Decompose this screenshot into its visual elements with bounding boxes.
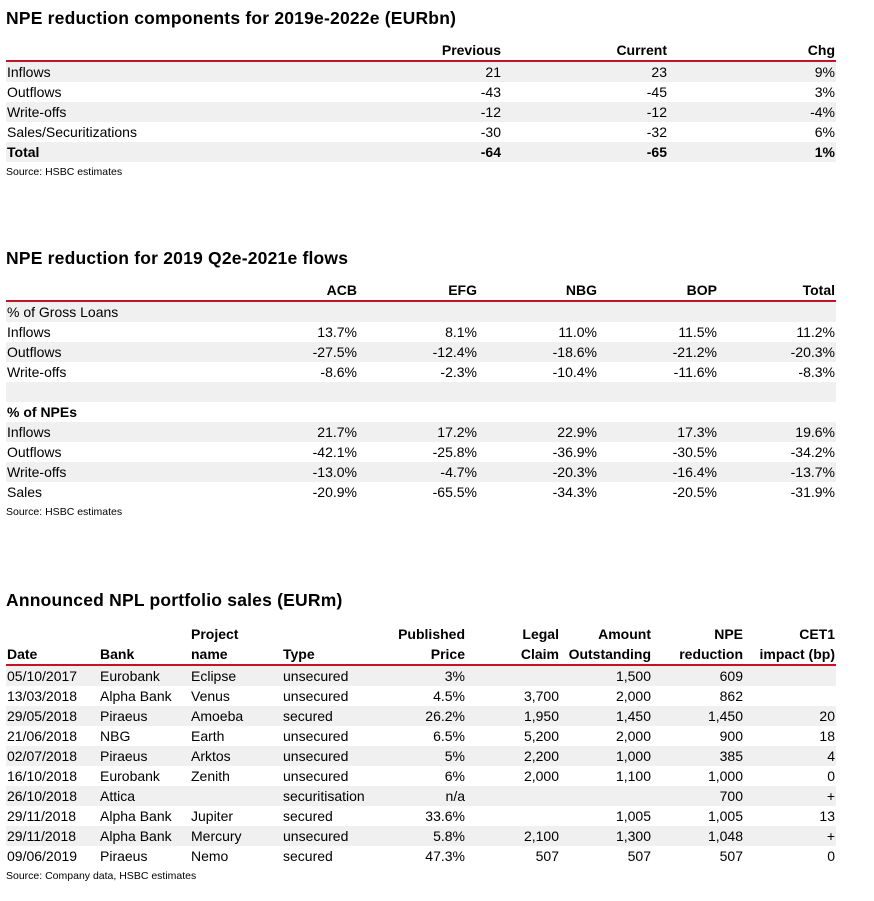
table-row bbox=[6, 482, 836, 502]
table-row bbox=[6, 665, 836, 686]
table-cell: 900 bbox=[652, 726, 744, 746]
group-label-row bbox=[6, 402, 836, 422]
table-cell: 6.5% bbox=[384, 726, 466, 746]
cell-chg: 9% bbox=[668, 61, 836, 82]
table-cell: Attica bbox=[99, 786, 190, 806]
table-cell: 1,950 bbox=[466, 706, 560, 726]
table-cell: NBG bbox=[99, 726, 190, 746]
table-cell: 5,200 bbox=[466, 726, 560, 746]
cell-chg: -4% bbox=[668, 102, 836, 122]
table-cell: 13/03/2018 bbox=[6, 686, 99, 706]
table-cell: 1,005 bbox=[652, 806, 744, 826]
table-cell: -34.2% bbox=[718, 442, 836, 462]
table-cell: 2,100 bbox=[466, 826, 560, 846]
table-cell: 02/07/2018 bbox=[6, 746, 99, 766]
table-cell bbox=[466, 806, 560, 826]
table-cell: -42.1% bbox=[238, 442, 358, 462]
table-cell: -13.7% bbox=[718, 462, 836, 482]
cell-previous: -64 bbox=[336, 142, 502, 162]
npe-flows-title: NPE reduction for 2019 Q2e-2021e flows bbox=[6, 248, 349, 268]
table-cell: 47.3% bbox=[384, 846, 466, 866]
table-cell: 2,200 bbox=[466, 746, 560, 766]
header-bottom-cell: impact (bp) bbox=[744, 644, 836, 665]
table-cell: secured bbox=[282, 806, 384, 826]
table-cell: Alpha Bank bbox=[99, 806, 190, 826]
table-cell: 09/06/2019 bbox=[6, 846, 99, 866]
table-cell: 2,000 bbox=[466, 766, 560, 786]
source-note: Source: HSBC estimates bbox=[6, 166, 123, 178]
table-cell: 507 bbox=[560, 846, 652, 866]
header-bottom-cell: Claim bbox=[466, 644, 560, 665]
header-top-cell: Legal bbox=[522, 626, 559, 642]
header-top-cell: Project bbox=[191, 626, 239, 642]
table-cell: -8.6% bbox=[238, 362, 358, 382]
table-cell: unsecured bbox=[282, 746, 384, 766]
table-cell: 1,500 bbox=[560, 665, 652, 686]
cell-chg: 3% bbox=[668, 82, 836, 102]
table-row bbox=[6, 726, 836, 746]
table-cell: 17.2% bbox=[358, 422, 478, 442]
table-row bbox=[6, 806, 836, 826]
row-label: Write-offs bbox=[6, 462, 238, 482]
row-label: Outflows bbox=[6, 82, 336, 102]
header-current: Current bbox=[502, 40, 668, 61]
table-row bbox=[6, 786, 836, 806]
table-cell: -20.5% bbox=[598, 482, 718, 502]
table-cell: 862 bbox=[652, 686, 744, 706]
table-cell: -34.3% bbox=[478, 482, 598, 502]
table-row bbox=[6, 422, 836, 442]
header-total: Total bbox=[718, 280, 836, 301]
table-cell: -20.9% bbox=[238, 482, 358, 502]
table-cell: -12.4% bbox=[358, 342, 478, 362]
table-cell: Piraeus bbox=[99, 846, 190, 866]
table-cell: 11.5% bbox=[598, 322, 718, 342]
header-bottom-cell: Type bbox=[282, 644, 384, 665]
table-cell: 1,000 bbox=[652, 766, 744, 786]
table-cell: 1,300 bbox=[560, 826, 652, 846]
table-cell: Earth bbox=[190, 726, 282, 746]
table-row bbox=[6, 122, 836, 142]
table-cell bbox=[190, 786, 282, 806]
table-cell bbox=[466, 786, 560, 806]
header-bop: BOP bbox=[598, 280, 718, 301]
cell-chg: 1% bbox=[668, 142, 836, 162]
table-cell: 3,700 bbox=[466, 686, 560, 706]
header-top-cell: Published bbox=[398, 626, 465, 642]
table-row bbox=[6, 102, 836, 122]
table-cell: 05/10/2017 bbox=[6, 665, 99, 686]
table-cell: -21.2% bbox=[598, 342, 718, 362]
header-acb: ACB bbox=[238, 280, 358, 301]
spacer-cell bbox=[6, 382, 836, 402]
table-cell: 0 bbox=[744, 766, 836, 786]
table-cell: -11.6% bbox=[598, 362, 718, 382]
cell-chg: 6% bbox=[668, 122, 836, 142]
table-cell: -8.3% bbox=[718, 362, 836, 382]
header-top-cell bbox=[6, 624, 99, 644]
table-cell: Venus bbox=[190, 686, 282, 706]
header-top-cell: Amount bbox=[598, 626, 651, 642]
cell-current: -12 bbox=[502, 102, 668, 122]
table-cell: 2,000 bbox=[560, 726, 652, 746]
npl-sales-section bbox=[6, 587, 836, 886]
table-row bbox=[6, 746, 836, 766]
table-cell: 17.3% bbox=[598, 422, 718, 442]
table-cell: -27.5% bbox=[238, 342, 358, 362]
npe-flows-table bbox=[6, 280, 836, 502]
table-cell: 609 bbox=[652, 665, 744, 686]
table-cell: 0 bbox=[744, 846, 836, 866]
header-top-cell: NPE bbox=[714, 626, 743, 642]
npe-components-title: NPE reduction components for 2019e-2022e (EURbn) bbox=[6, 8, 457, 28]
table-cell: -30.5% bbox=[598, 442, 718, 462]
table-cell bbox=[744, 665, 836, 686]
cell-previous: -30 bbox=[336, 122, 502, 142]
header-top-cell bbox=[282, 624, 384, 644]
table-cell: 29/11/2018 bbox=[6, 826, 99, 846]
table-row bbox=[6, 462, 836, 482]
table-cell: -10.4% bbox=[478, 362, 598, 382]
source-note: Source: Company data, HSBC estimates bbox=[6, 870, 197, 882]
cell-previous: 21 bbox=[336, 61, 502, 82]
table-cell: + bbox=[744, 826, 836, 846]
table-cell: securitisation bbox=[282, 786, 384, 806]
group-label: % of Gross Loans bbox=[6, 301, 836, 322]
table-cell: 16/10/2018 bbox=[6, 766, 99, 786]
table-cell: 20 bbox=[744, 706, 836, 726]
cell-current: 23 bbox=[502, 61, 668, 82]
table-cell: 1,100 bbox=[560, 766, 652, 786]
table-cell: 507 bbox=[652, 846, 744, 866]
table-cell: 1,005 bbox=[560, 806, 652, 826]
table-cell: 700 bbox=[652, 786, 744, 806]
row-label: Total bbox=[6, 142, 336, 162]
table-cell bbox=[560, 786, 652, 806]
row-label: Sales/Securitizations bbox=[6, 122, 336, 142]
table-cell: 1,048 bbox=[652, 826, 744, 846]
table-cell: unsecured bbox=[282, 826, 384, 846]
table-cell: 13 bbox=[744, 806, 836, 826]
table-cell: 11.2% bbox=[718, 322, 836, 342]
table-cell: -2.3% bbox=[358, 362, 478, 382]
npe-components-section bbox=[6, 5, 836, 182]
row-label: Inflows bbox=[6, 322, 238, 342]
table-cell: -4.7% bbox=[358, 462, 478, 482]
table-cell: 29/11/2018 bbox=[6, 806, 99, 826]
table-cell: 4.5% bbox=[384, 686, 466, 706]
table-row bbox=[6, 442, 836, 462]
header-bottom-cell: reduction bbox=[652, 644, 744, 665]
table-cell: 21/06/2018 bbox=[6, 726, 99, 746]
row-label: Outflows bbox=[6, 442, 238, 462]
group-label-row bbox=[6, 301, 836, 322]
source-note: Source: HSBC estimates bbox=[6, 506, 123, 518]
table-cell: Piraeus bbox=[99, 706, 190, 726]
table-cell: 1,450 bbox=[560, 706, 652, 726]
table-cell: Eurobank bbox=[99, 766, 190, 786]
table-cell: 13.7% bbox=[238, 322, 358, 342]
table-cell: + bbox=[744, 786, 836, 806]
header-bottom-cell: Date bbox=[6, 644, 99, 665]
table-cell: -18.6% bbox=[478, 342, 598, 362]
table-cell: 33.6% bbox=[384, 806, 466, 826]
table-row bbox=[6, 706, 836, 726]
table-cell: unsecured bbox=[282, 766, 384, 786]
header-blank bbox=[6, 40, 336, 61]
table-cell: 29/05/2018 bbox=[6, 706, 99, 726]
table-cell: Arktos bbox=[190, 746, 282, 766]
table-row bbox=[6, 142, 836, 162]
header-bottom-cell: name bbox=[190, 644, 282, 665]
table-cell: Piraeus bbox=[99, 746, 190, 766]
spacer-row bbox=[6, 382, 836, 402]
table-cell: unsecured bbox=[282, 665, 384, 686]
cell-previous: -12 bbox=[336, 102, 502, 122]
table-cell: Mercury bbox=[190, 826, 282, 846]
table-cell: Alpha Bank bbox=[99, 826, 190, 846]
table-row bbox=[6, 342, 836, 362]
header-bottom-cell: Outstanding bbox=[560, 644, 652, 665]
table-cell: 507 bbox=[466, 846, 560, 866]
cell-current: -32 bbox=[502, 122, 668, 142]
table-row bbox=[6, 61, 836, 82]
table-cell: secured bbox=[282, 706, 384, 726]
table-cell: -13.0% bbox=[238, 462, 358, 482]
table-row bbox=[6, 82, 836, 102]
npe-components-table bbox=[6, 40, 836, 162]
table-cell: unsecured bbox=[282, 726, 384, 746]
table-cell: 5.8% bbox=[384, 826, 466, 846]
table-cell: 19.6% bbox=[718, 422, 836, 442]
table-cell: 26/10/2018 bbox=[6, 786, 99, 806]
table-cell bbox=[466, 665, 560, 686]
table-row bbox=[6, 766, 836, 786]
row-label: Write-offs bbox=[6, 362, 238, 382]
table-cell: -20.3% bbox=[478, 462, 598, 482]
table-cell: Jupiter bbox=[190, 806, 282, 826]
table-cell: 11.0% bbox=[478, 322, 598, 342]
header-bottom-cell: Price bbox=[384, 644, 466, 665]
cell-current: -65 bbox=[502, 142, 668, 162]
table-cell: 1,000 bbox=[560, 746, 652, 766]
table-row bbox=[6, 362, 836, 382]
table-cell: 8.1% bbox=[358, 322, 478, 342]
row-label: Write-offs bbox=[6, 102, 336, 122]
table-row bbox=[6, 846, 836, 866]
table-cell: Amoeba bbox=[190, 706, 282, 726]
npl-sales-table bbox=[6, 624, 836, 866]
header-top-cell bbox=[99, 624, 190, 644]
table-cell: Alpha Bank bbox=[99, 686, 190, 706]
table-cell: Eurobank bbox=[99, 665, 190, 686]
header-chg: Chg bbox=[668, 40, 836, 61]
header-nbg: NBG bbox=[478, 280, 598, 301]
table-cell: -65.5% bbox=[358, 482, 478, 502]
table-cell bbox=[744, 686, 836, 706]
table-cell: unsecured bbox=[282, 686, 384, 706]
table-cell: 6% bbox=[384, 766, 466, 786]
cell-previous: -43 bbox=[336, 82, 502, 102]
table-cell: -20.3% bbox=[718, 342, 836, 362]
table-cell: Nemo bbox=[190, 846, 282, 866]
table-cell: 3% bbox=[384, 665, 466, 686]
row-label: Inflows bbox=[6, 422, 238, 442]
table-cell: n/a bbox=[384, 786, 466, 806]
table-row bbox=[6, 686, 836, 706]
table-cell: 2,000 bbox=[560, 686, 652, 706]
table-cell: 4 bbox=[744, 746, 836, 766]
table-cell: 1,450 bbox=[652, 706, 744, 726]
table-cell: 26.2% bbox=[384, 706, 466, 726]
header-previous: Previous bbox=[336, 40, 502, 61]
npl-sales-title: Announced NPL portfolio sales (EURm) bbox=[6, 590, 343, 610]
table-row bbox=[6, 826, 836, 846]
table-cell: -31.9% bbox=[718, 482, 836, 502]
table-cell: 22.9% bbox=[478, 422, 598, 442]
row-label: Sales bbox=[6, 482, 238, 502]
table-cell: 18 bbox=[744, 726, 836, 746]
header-efg: EFG bbox=[358, 280, 478, 301]
table-row bbox=[6, 322, 836, 342]
npe-flows-section bbox=[6, 245, 836, 522]
table-cell: Zenith bbox=[190, 766, 282, 786]
row-label: Inflows bbox=[6, 61, 336, 82]
table-cell: Eclipse bbox=[190, 665, 282, 686]
header-top-cell: CET1 bbox=[799, 626, 835, 642]
table-cell: 21.7% bbox=[238, 422, 358, 442]
header-bottom-cell: Bank bbox=[99, 644, 190, 665]
table-cell: 385 bbox=[652, 746, 744, 766]
header-blank bbox=[6, 280, 238, 301]
group-label: % of NPEs bbox=[6, 402, 836, 422]
table-cell: -36.9% bbox=[478, 442, 598, 462]
cell-current: -45 bbox=[502, 82, 668, 102]
table-cell: secured bbox=[282, 846, 384, 866]
table-cell: -25.8% bbox=[358, 442, 478, 462]
table-cell: 5% bbox=[384, 746, 466, 766]
row-label: Outflows bbox=[6, 342, 238, 362]
table-cell: -16.4% bbox=[598, 462, 718, 482]
